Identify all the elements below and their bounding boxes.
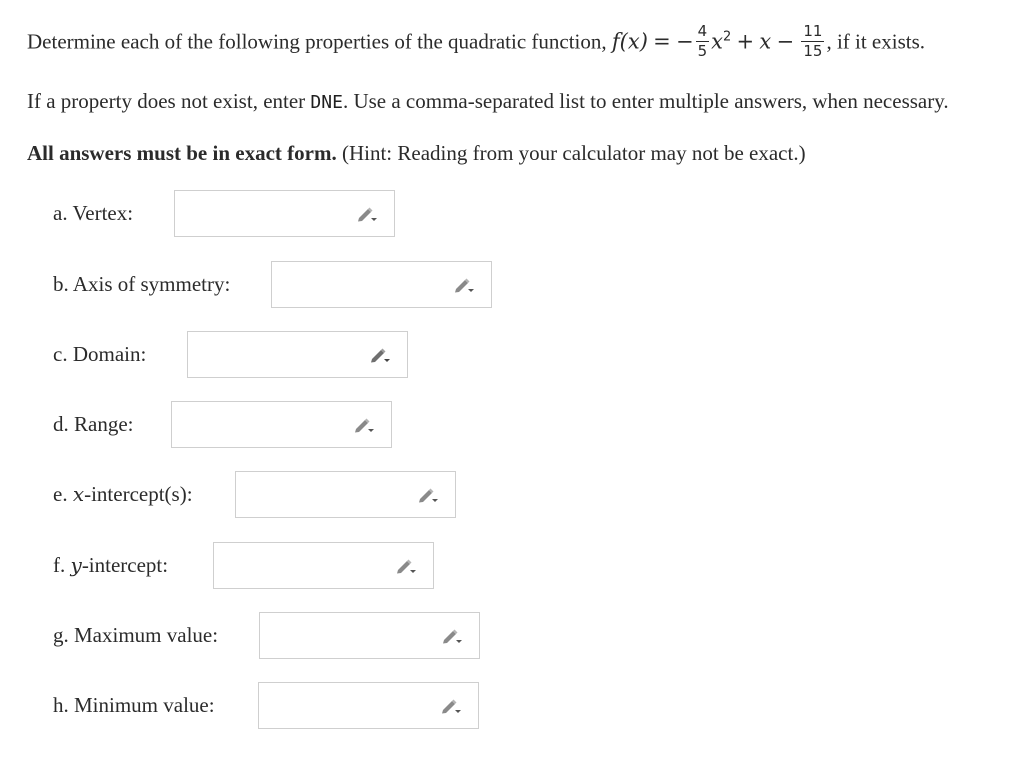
problem-intro-text: Determine each of the following properties of the quadratic function, (27, 29, 607, 54)
minimum-value-input[interactable] (258, 682, 479, 729)
maximum-value-label: g. Maximum value: (53, 623, 219, 647)
x-intercepts-label-suffix: -intercept(s): (84, 482, 193, 506)
x-intercepts-label-var: x (72, 482, 85, 506)
pencil-dropdown-icon[interactable] (441, 698, 461, 714)
y-intercept-label (53, 553, 168, 578)
minus-sign-2: − (776, 29, 795, 54)
axis-of-symmetry-label: b. Axis of symmetry: (53, 272, 231, 296)
y-intercept-label-suffix: -intercept: (81, 553, 169, 577)
pencil-dropdown-icon[interactable] (396, 558, 416, 574)
hint-text: (Hint: Reading from your calculator may not be exact.) (336, 141, 806, 165)
fraction-constant (801, 24, 824, 59)
x-intercepts-label (53, 482, 193, 507)
domain-label: c. Domain: (53, 342, 147, 366)
fraction-denominator: 5 (697, 42, 708, 60)
function-name: f (611, 29, 620, 54)
dne-instruction-suffix: . Use a comma-separated list to enter multiple answers, when necessary. (342, 89, 949, 113)
problem-suffix-text: , if it exists. (826, 29, 926, 54)
x-variable-linear: x (759, 29, 772, 54)
range-label: d. Range: (53, 412, 134, 436)
x-intercepts-label-prefix: e. (53, 482, 73, 506)
range-input[interactable] (171, 401, 392, 448)
vertex-input[interactable] (174, 190, 395, 237)
function-arg: (x) (619, 29, 648, 54)
minimum-value-label: h. Minimum value: (53, 693, 215, 717)
maximum-value-input[interactable] (259, 612, 480, 659)
y-intercept-label-prefix: f. (53, 553, 71, 577)
pencil-dropdown-icon[interactable] (370, 347, 390, 363)
fraction-numerator-2: 11 (803, 22, 823, 40)
pencil-dropdown-icon[interactable] (357, 206, 377, 222)
dne-instruction (27, 89, 949, 114)
axis-of-symmetry-input[interactable] (271, 261, 492, 308)
pencil-dropdown-icon[interactable] (442, 628, 462, 644)
exact-form-bold: All answers must be in exact form. (27, 141, 337, 165)
dne-instruction-prefix: If a property does not exist, enter (27, 89, 311, 113)
exact-form-instruction (27, 141, 806, 166)
y-intercept-label-var: y (70, 553, 82, 577)
fraction-denominator-2: 15 (803, 42, 823, 60)
dne-code: DNE (310, 92, 343, 113)
vertex-label: a. Vertex: (53, 201, 134, 225)
problem-statement (27, 22, 926, 61)
pencil-dropdown-icon[interactable] (418, 487, 438, 503)
domain-input[interactable] (187, 331, 408, 378)
exponent: 2 (723, 29, 732, 45)
fraction-numerator: 4 (697, 22, 708, 40)
plus-sign: + (736, 29, 755, 54)
x-variable: x (711, 29, 723, 54)
equals-sign: = (653, 29, 671, 54)
fraction-coefficient (696, 24, 710, 59)
y-intercept-input[interactable] (213, 542, 434, 589)
pencil-dropdown-icon[interactable] (454, 277, 474, 293)
x-intercepts-input[interactable] (235, 471, 456, 518)
minus-sign: − (676, 29, 694, 54)
pencil-dropdown-icon[interactable] (354, 417, 374, 433)
